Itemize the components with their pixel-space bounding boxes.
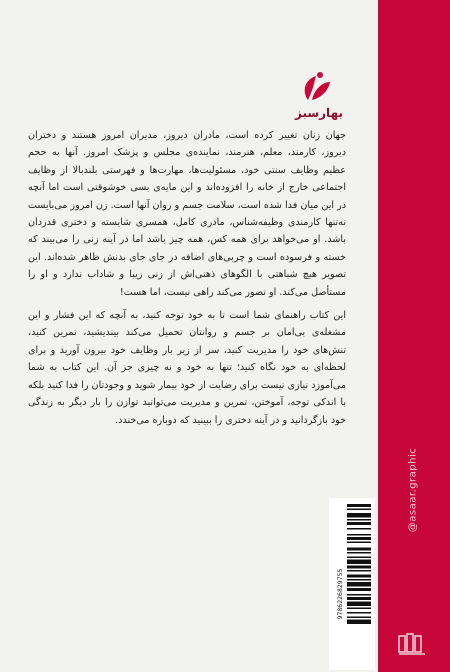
back-cover-blurb xyxy=(28,127,346,435)
isbn-number: 9786226829755 xyxy=(336,568,344,620)
isbn-barcode xyxy=(329,498,375,670)
publisher-name: بهارسبز xyxy=(294,106,343,120)
leaf-logo-icon xyxy=(298,70,332,104)
brand-stripe xyxy=(378,0,450,672)
publisher-website: @asaar.graphic xyxy=(407,447,419,533)
blurb-paragraph: این کتاب راهنمای شما است تا به خود توجه کنید، به آنچه که این فشار و این مشغله‌ی بی‌امان بر جسم و روانتان تحمیل می‌کند بیندیشید، تمرین کنید، تنش‌های خود را مدیریت کنید، سر از زیر بار وظایف خود بیرون آورید و برای لحظه‌ای به خود نگاه کنید؛ تنها به خود و نه چیزی جز آن. این کتاب به شما می‌آموزد نیازی نیست برای رضایت از خود بیمار شوید و وجودتان را فدا کنید بلکه با اندکی توجه، آموختن، تمرین و مدیریت می‌توانید توازن را بار دیگر به زندگی خود بازگردانید و در آینه دختری را ببینید که دوباره می‌خندد. xyxy=(28,310,346,426)
barcode-bars xyxy=(347,502,371,666)
blurb-paragraph: جهان زنان تغییر کرده است، مادران دیروز، مدیران امروز هستند و دختران دیروز، کارمند، معلم، هنرمند، نماینده‌ی مجلس و پزشک امروز. آنها به حجم عظیم وظایف سنتی خود، مسئولیت‌ها، مهارت‌ها و فهرستی بلندبالا از وظایف اجتماعی خارج از خانه را افزوده‌اند و این مایه‌ی بسی خوشوقتی است اما آنچه در این میان فدا شده است، سلامت جسم و روان آنها است. زن امروز می‌بایست نه‌تنها کارمندی وظیفه‌شناس، مادری کامل، همسری شایسته و دختری قدردان باشد. او می‌خواهد برای همه کس، همه چیز باشد اما در آینه زنی را می‌بیند که خسته و فرسوده است و چربی‌های اضافه در جای جای بدنش ظاهر شده‌اند. این تصویر هیچ شباهتی با الگوهای ذهنی‌اش از زنی زیبا و شاداب ندارد و او را مستأصل می‌کند. او تصور می‌کند راهی نیست، اما هست! xyxy=(28,130,346,298)
publisher-logo xyxy=(294,70,344,130)
publisher-mark-icon xyxy=(397,630,429,656)
